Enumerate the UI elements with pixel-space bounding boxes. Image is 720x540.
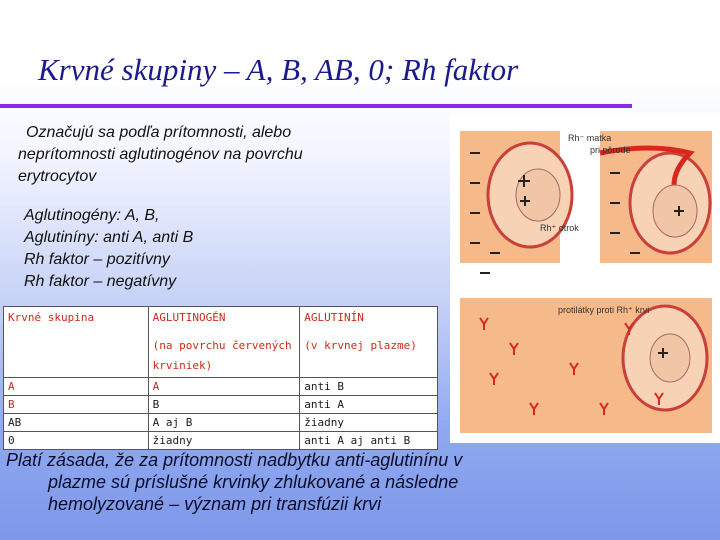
table-row — [4, 378, 438, 396]
transfusion-rule — [6, 449, 678, 515]
title-underline — [0, 104, 632, 108]
header-blood-group: Krvné skupina — [4, 307, 149, 378]
fact-agglutinins: Aglutiníny: anti A, anti B — [24, 229, 194, 246]
table-row — [4, 432, 438, 450]
rule-line-3: hemolyzované – význam pri transfúzii krvi — [48, 494, 382, 514]
cell-agglutinogen: A aj B — [148, 414, 300, 432]
cell-agglutinogen: A — [148, 378, 300, 396]
fetus-1 — [516, 169, 560, 221]
cell-agglutinin: anti A — [300, 396, 438, 414]
header-agglutinogen-sub: (na povrchu červených krviniek) — [152, 339, 292, 372]
blood-group-table — [3, 306, 438, 450]
rule-line-2: plazme sú príslušné krvinky zhlukované a následne — [48, 472, 459, 492]
rule-line-1: Platí zásada, že za prítomnosti nadbytku anti-aglutinínu v — [6, 450, 463, 470]
rh-pregnancy-illustration — [450, 113, 720, 443]
table-row — [4, 396, 438, 414]
label-rh-child: Rh⁺ otrok — [540, 223, 579, 233]
facts-list — [24, 205, 444, 293]
cell-group: AB — [4, 414, 149, 432]
cell-agglutinogen: žiadny — [148, 432, 300, 450]
fetus-3 — [650, 334, 690, 382]
intro-text — [18, 122, 438, 188]
intro-line-1: Označujú sa podľa prítomnosti, alebo — [26, 124, 292, 141]
intro-line-2: neprítomnosti aglutinogénov na povrchu — [18, 146, 303, 163]
table-header-row — [4, 307, 438, 378]
header-agglutinogen: AGLUTINOGÉN (na povrchu červených krviniek) — [148, 307, 300, 378]
label-birth: pri pôrode — [590, 145, 631, 155]
cell-agglutinin: anti A aj anti B — [300, 432, 438, 450]
cell-group: A — [4, 378, 149, 396]
label-rh-mother: Rh⁻ matka — [568, 133, 612, 143]
slide-title: Krvné skupiny – A, B, AB, 0; Rh faktor — [38, 52, 519, 87]
table-row — [4, 414, 438, 432]
cell-group: 0 — [4, 432, 149, 450]
header-agglutinin-sub: (v krvnej plazme) — [304, 339, 417, 352]
fact-rh-positive: Rh faktor – pozitívny — [24, 251, 170, 268]
fact-rh-negative: Rh faktor – negatívny — [24, 273, 177, 290]
intro-line-3: erytrocytov — [18, 168, 97, 185]
fact-agglutinogens: Aglutinogény: A, B, — [24, 207, 160, 224]
cell-agglutinin: žiadny — [300, 414, 438, 432]
cell-group: B — [4, 396, 149, 414]
header-agglutinin: AGLUTINÍN (v krvnej plazme) — [300, 307, 438, 378]
cell-agglutinin: anti B — [300, 378, 438, 396]
rh-illustration-svg — [450, 113, 720, 443]
cell-agglutinogen: B — [148, 396, 300, 414]
label-antibodies: protilátky proti Rh⁺ krvi — [558, 305, 650, 315]
